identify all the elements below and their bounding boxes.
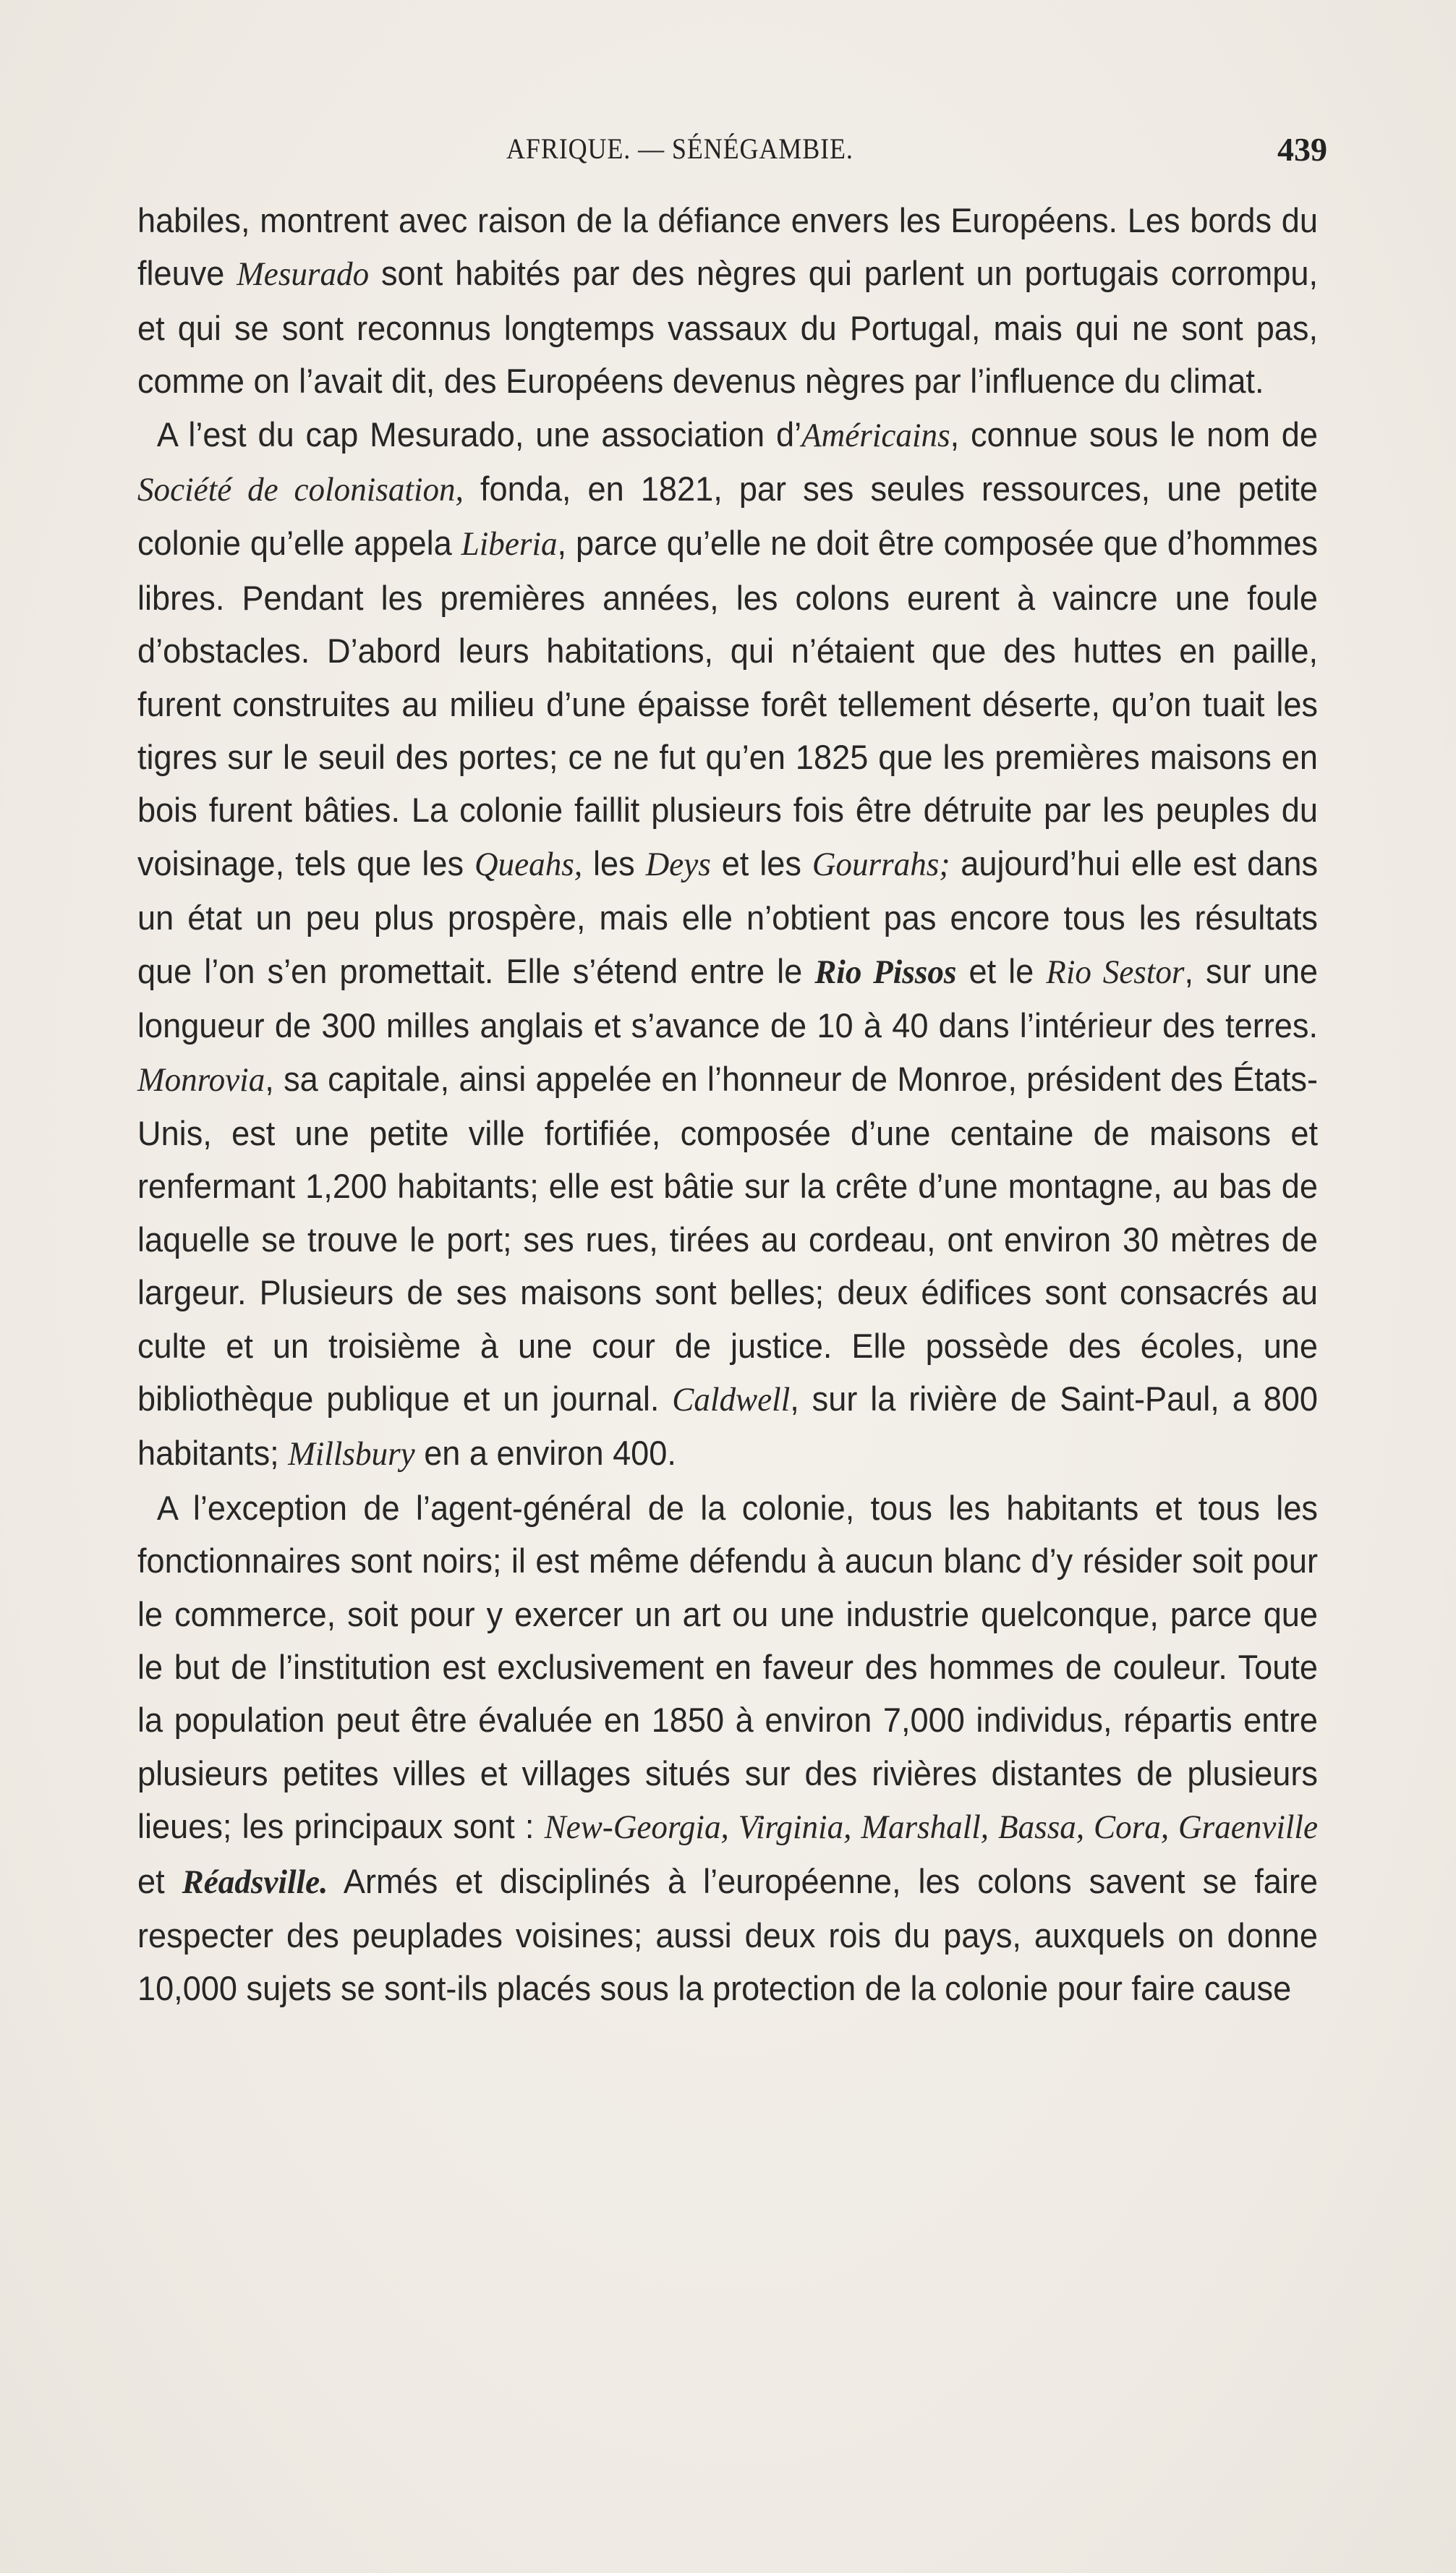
running-title: AFRIQUE. — SÉNÉGAMBIE. — [506, 132, 853, 165]
text-run: aujourd’hui elle est dans un état un peu plus prospère, mais elle n’obtient pas encore tous les résultats que l’on s’en promettait. Elle s’étend entre le — [137, 843, 1319, 990]
italic-text: Rio Pissos — [814, 953, 957, 991]
text-run: , connue sous le nom de — [950, 414, 1318, 454]
italic-text: Millsbury — [288, 1435, 415, 1473]
text-run: , sur la rivière de Saint-Paul, a 800 habitants; — [137, 1379, 1318, 1473]
text-run: et — [137, 1861, 182, 1900]
italic-text: Gourrahs; — [812, 845, 950, 883]
page-number: 439 — [1277, 131, 1327, 168]
text-run: , sur une longueur de 300 milles anglais et s’avance de 10 à 40 dans l’intérieur des terres. — [137, 951, 1319, 1045]
italic-text: Liberia — [461, 525, 558, 563]
text-run: sont habités par des nègres qui parlent un portugais corrompu, et qui se sont reconnus longtemps vassaux du Portugal, mais qui ne sont pas, comme on l’avait dit, des Européens devenus nègres par l’influence du climat. — [137, 254, 1318, 401]
paragraph — [137, 1481, 1318, 2015]
text-run: A l’est du cap Mesurado, une association d’ — [156, 414, 802, 454]
italic-text: Américains — [801, 416, 950, 454]
text-run: et les — [710, 843, 812, 883]
text-run: en a environ 400. — [414, 1434, 676, 1473]
italic-text: Mesurado — [237, 255, 370, 294]
text-run: et le — [956, 951, 1047, 990]
text-run: habiles, montrent avec raison de la défiance envers les Européens. Les bords du fleuve — [137, 201, 1318, 293]
italic-text: Monrovia — [137, 1060, 265, 1099]
italic-text: Réadsville. — [182, 1863, 328, 1901]
text-run: , sa capitale, ainsi appelée en l’honneur de Monroe, président des États-Unis, est une petite ville fortifiée, composée d’une centaine de maisons et renfermant 1,200 habitants; elle est bâtie sur la crête d’une montagne, au bas de laquelle se trouve le port; ses rues, tirées au cordeau, ont environ 30 mètres de largeur. Plusieurs de ses maisons sont belles; deux édifices sont consacrés au culte et un troisième à une cour de justice. Elle possède des écoles, une bibliothèque publique et un journal. — [137, 1059, 1318, 1418]
text-run: , parce qu’elle ne doit être composée que d’hommes libres. Pendant les premières années, les colons eurent à vaincre une foule d’obstacles. D’abord leurs habitations, qui n’étaient que des huttes en paille, furent construites au milieu d’une épaisse forêt tellement déserte, qu’on tuait les tigres sur le seuil des portes; ce ne fut qu’en 1825 que les premières maisons en bois furent bâties. La colonie faillit plusieurs fois être détruite par les peuples du voisinage, tels que les — [137, 524, 1318, 883]
paragraph — [137, 408, 1318, 1481]
body-text — [137, 194, 1318, 2015]
italic-text: Société de colonisation, — [137, 471, 464, 509]
paragraph — [137, 194, 1318, 408]
italic-text: Queahs, — [474, 845, 583, 883]
text-run: fonda, en 1821, par ses seules ressources, une petite colonie qu’elle appela — [137, 469, 1319, 563]
page-header — [0, 132, 1456, 182]
text-run: Armés et disciplinés à l’européenne, les colons savent se faire respecter des peuplades voisines; aussi deux rois du pays, auxquels on donne 10,000 sujets se sont-ils placés sous la protection de la colonie pour faire cause — [137, 1861, 1318, 2008]
text-run: A l’exception de l’agent-général de la colonie, tous les habitants et tous les fonctionnaires sont noirs; il est même défendu à aucun blanc d’y résider soit pour le commerce, soit pour y exercer un art ou une industrie quelconque, parce que le but de l’institution est exclusivement en faveur des hommes de couleur. Toute la population peut être évaluée en 1850 à environ 7,000 individus, répartis entre plusieurs petites villes et villages situés sur des rivières distantes de plusieurs lieues; les principaux sont : — [137, 1488, 1318, 1846]
italic-text: Caldwell — [672, 1380, 791, 1419]
text-run: les — [582, 843, 646, 883]
italic-text: Deys — [645, 845, 711, 883]
italic-text: New-Georgia, Virginia, Marshall, Bassa, Cora, Graenville — [544, 1808, 1319, 1847]
italic-text: Rio Sestor — [1046, 953, 1185, 991]
